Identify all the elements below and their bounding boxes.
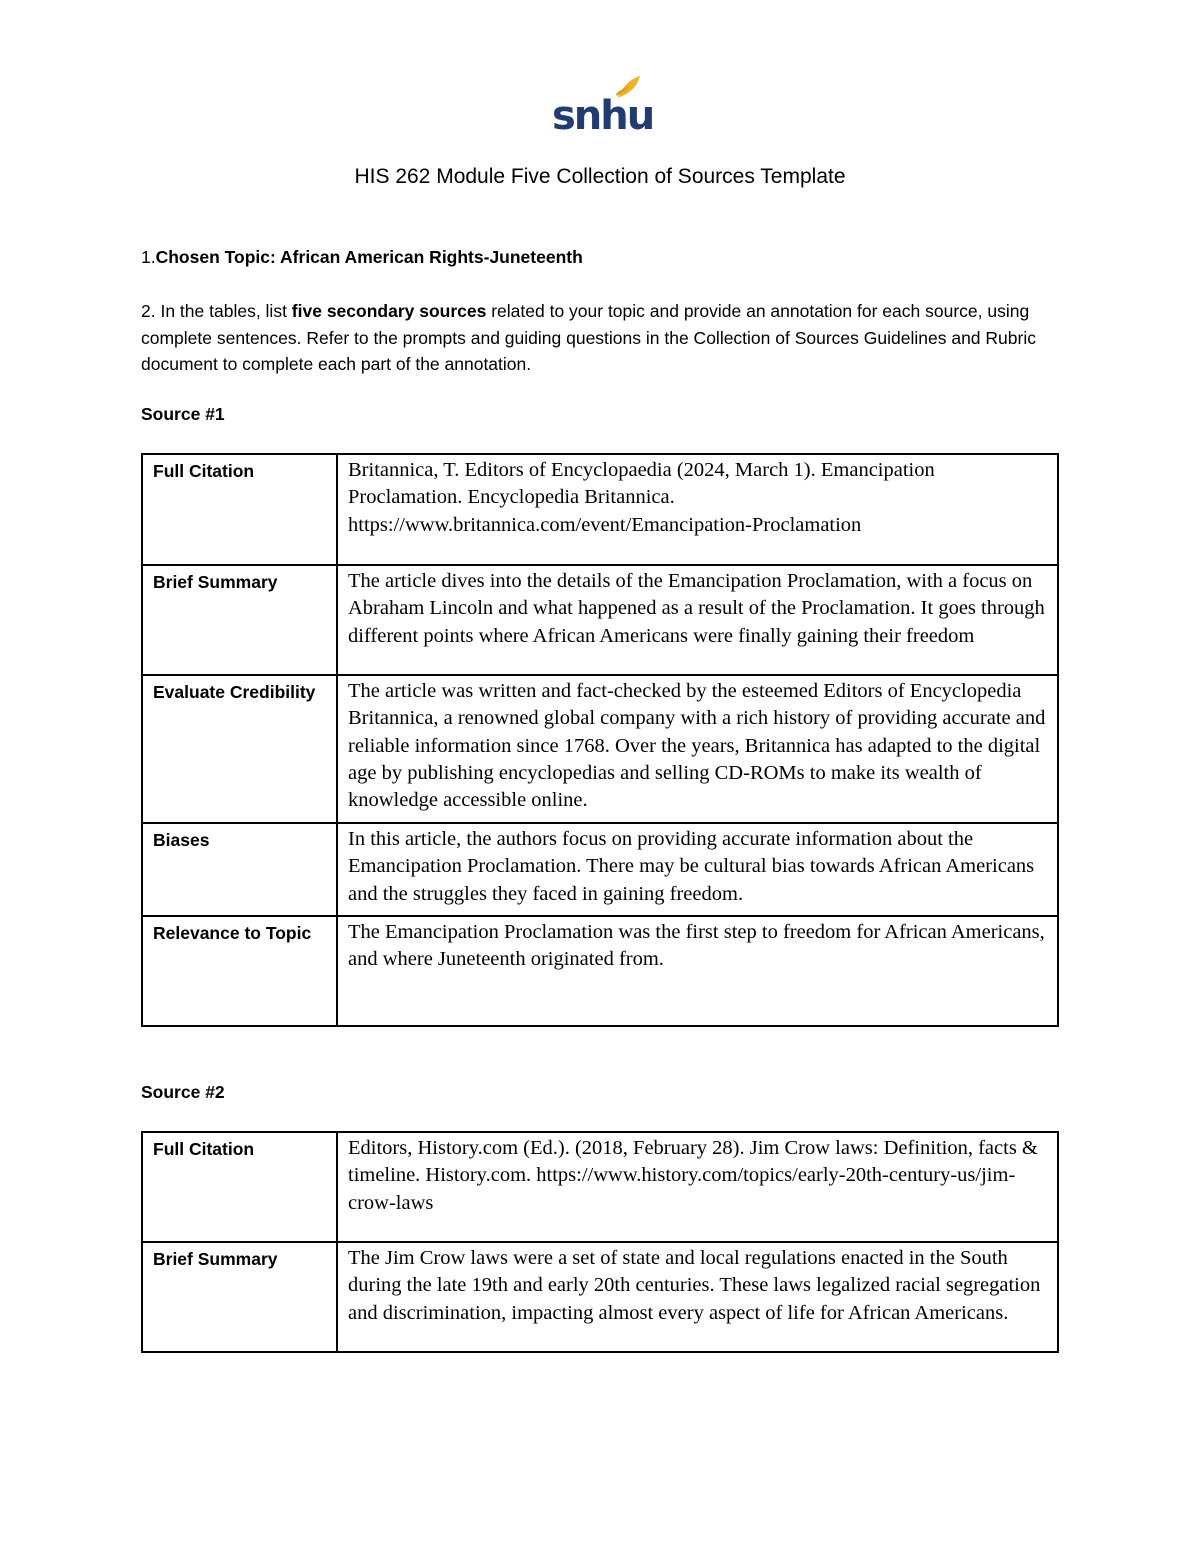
table-row: [142, 1242, 1058, 1352]
table-row: [142, 1132, 1058, 1242]
source-1-heading: Source #1: [141, 404, 225, 424]
row-value: The Emancipation Proclamation was the first step to freedom for African Americans, and where Juneteenth originated from.: [337, 916, 1058, 1026]
row-label: Full Citation: [142, 454, 337, 565]
table-row: [142, 916, 1058, 1026]
source-1-table: [141, 453, 1059, 1027]
row-label: Full Citation: [142, 1132, 337, 1242]
row-value: Britannica, T. Editors of Encyclopaedia (2024, March 1). Emancipation Proclamation. Encyclopedia Britannica. https://www.britannica.com/event/Emancipation-Proclamation: [337, 454, 1058, 565]
row-value: Editors, History.com (Ed.). (2018, February 28). Jim Crow laws: Definition, facts & timeline. History.com. https://www.history.com/topics/early-20th-century-us/jim-crow-laws: [337, 1132, 1058, 1242]
snhu-logo: [552, 74, 654, 139]
row-value: In this article, the authors focus on providing accurate information about the Emancipation Proclamation. There may be cultural bias towards African Americans and the struggles they faced in gaining freedom.: [337, 823, 1058, 916]
row-value: The article was written and fact-checked by the esteemed Editors of Encyclopedia Britannica, a renowned global company with a rich history of providing accurate and reliable information since 1768. Over the years, Britannica has adapted to the digital age by publishing encyclopedias and selling CD-ROMs to make its wealth of knowledge accessible online.: [337, 675, 1058, 823]
table-row: [142, 565, 1058, 675]
row-label: Biases: [142, 823, 337, 916]
row-label: Evaluate Credibility: [142, 675, 337, 823]
row-label: Brief Summary: [142, 565, 337, 675]
source-2-table: [141, 1131, 1059, 1353]
instructions-text-b: related to your topic and provide an annotation for each source, using complete sentences. Refer to the prompts and guiding questions in the Collection of Sources Guidelines and Rubric document to complete each part of the annotation.: [141, 301, 1036, 374]
item-number: 1.: [141, 247, 156, 267]
instructions-bold: five secondary sources: [291, 301, 487, 321]
table-row: [142, 675, 1058, 823]
instructions-paragraph: [141, 298, 1041, 378]
logo-wordmark: snhu: [552, 93, 654, 139]
row-value: The Jim Crow laws were a set of state and local regulations enacted in the South during the late 19th and early 20th centuries. These laws legalized racial segregation and discrimination, impacting almost every aspect of life for African Americans.: [337, 1242, 1058, 1352]
table-row: [142, 823, 1058, 916]
row-label: Relevance to Topic: [142, 916, 337, 1026]
chosen-topic-line: [141, 244, 1041, 271]
chosen-topic-label: Chosen Topic: African American Rights-Juneteenth: [155, 247, 583, 267]
document-title: HIS 262 Module Five Collection of Sources Template: [354, 165, 846, 188]
table-row: [142, 454, 1058, 565]
source-2-heading: Source #2: [141, 1082, 225, 1102]
row-label: Brief Summary: [142, 1242, 337, 1352]
row-value: The article dives into the details of the Emancipation Proclamation, with a focus on Abraham Lincoln and what happened as a result of the Proclamation. It goes through different points where African Americans were finally gaining their freedom: [337, 565, 1058, 675]
instructions-text-a: In the tables, list: [155, 301, 292, 321]
item-number: 2.: [141, 301, 156, 321]
